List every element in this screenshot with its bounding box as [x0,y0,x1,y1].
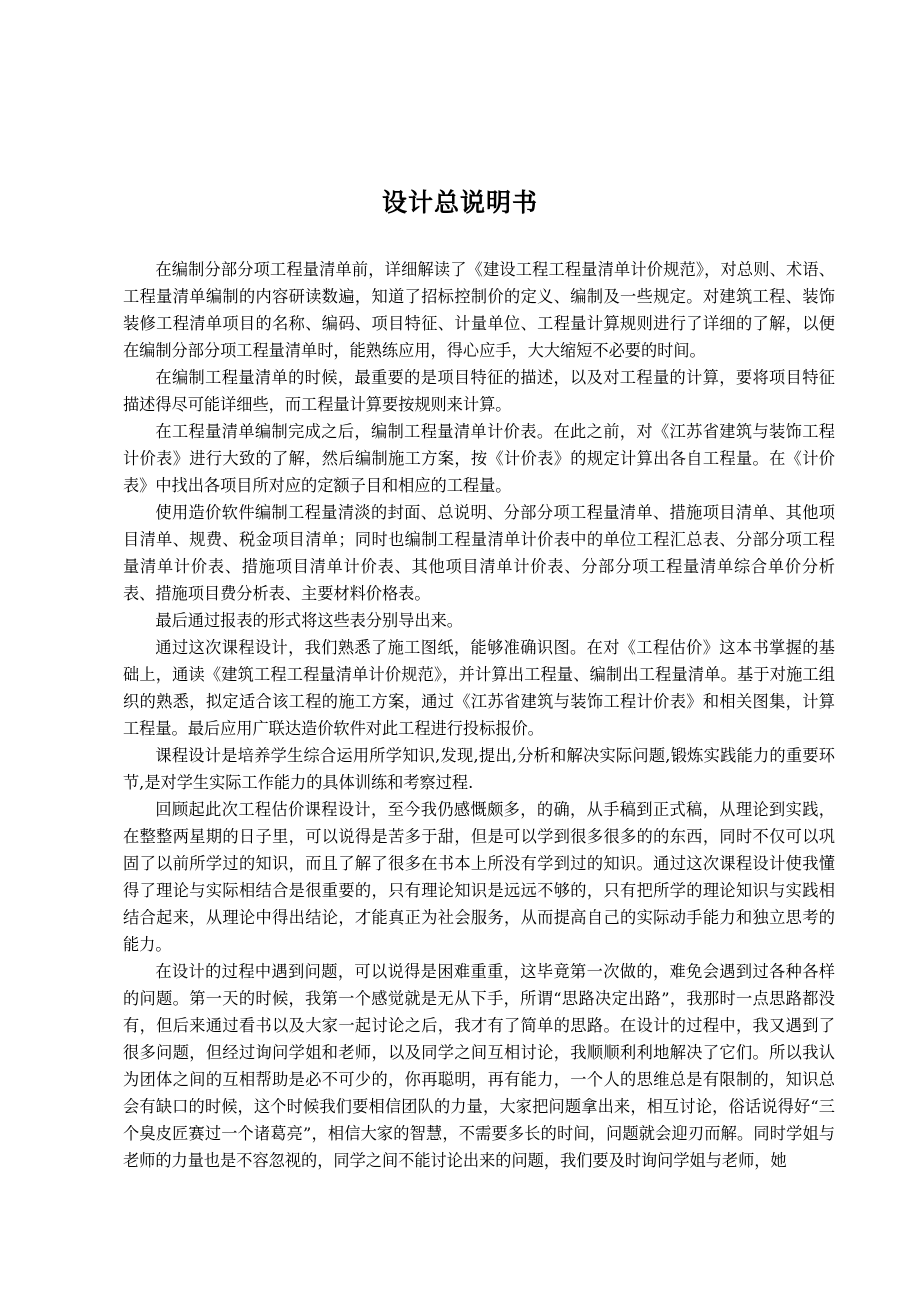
paragraph-3: 在工程量清单编制完成之后，编制工程量清单计价表。在此之前，对《江苏省建筑与装饰工程计价表》进行大致的了解，然后编制施工方案，按《计价表》的规定计算出各自工程量。在《计价表》中找出各项目所对应的定额子目和相应的工程量。 [123,422,835,495]
paragraph-9: 在设计的过程中遇到问题，可以说得是困难重重，这毕竟第一次做的，难免会遇到过各种各样的问题。第一天的时候，我第一个感觉就是无从下手，所谓“思路决定出路”，我那时一点思路都没有，但后来通过看书以及大家一起讨论之后，我才有了简单的思路。在设计的过程中，我又遇到了很多问题，但经过询问学姐和老师，以及同学之间互相讨论，我顺顺利利地解决了它们。所以我认为团体之间的互相帮助是必不可少的，你再聪明，再有能力，一个人的思维总是有限制的，知识总会有缺口的时候，这个时候我们要相信团队的力量，大家把问题拿出来，相互讨论，俗话说得好“三个臭皮匠赛过一个诸葛亮”，相信大家的智慧，不需要多长的时间，问题就会迎刃而解。同时学姐与老师的力量也是不容忽视的，同学之间不能讨论出来的问题，我们要及时询问学姐与老师，她 [123,962,835,1170]
paragraph-5: 最后通过报表的形式将这些表分别导出来。 [155,611,463,630]
paragraph-6: 通过这次课程设计，我们熟悉了施工图纸，能够准确识图。在对《工程估价》这本书掌握的基础上，通读《建筑工程工程量清单计价规范》，并计算出工程量、编制出工程量清单。基于对施工组织的熟悉，拟定适合该工程的施工方案，通过《江苏省建筑与装饰工程计价表》和相关图集，计算工程量。最后应用广联达造价软件对此工程进行投标报价。 [123,638,835,738]
paragraph-2: 在编制工程量清单的时候，最重要的是项目特征的描述，以及对工程量的计算，要将项目特征描述得尽可能详细些，而工程量计算要按规则来计算。 [123,368,835,414]
paragraph-4: 使用造价软件编制工程量清淡的封面、总说明、分部分项工程量清单、措施项目清单、其他项目清单、规费、税金项目清单；同时也编制工程量清单计价表中的单位工程汇总表、分部分项工程量清单计价表、措施项目清单计价表、其他项目清单计价表、分部分项工程量清单综合单价分析表、措施项目费分析表、主要材料价格表。 [123,503,835,603]
document-body [123,256,835,1174]
paragraph-8: 回顾起此次工程估价课程设计，至今我仍感慨颇多，的确，从手稿到正式稿，从理论到实践，在整整两星期的日子里，可以说得是苦多于甜，但是可以学到很多很多的的东西，同时不仅可以巩固了以前所学过的知识，而且了解了很多在书本上所没有学到过的知识。通过这次课程设计使我懂得了理论与实际相结合是很重要的，只有理论知识是远远不够的，只有把所学的理论知识与实践相结合起来，从理论中得出结论，才能真正为社会服务，从而提高自己的实际动手能力和独立思考的能力。 [123,800,835,954]
paragraph-1: 在编制分部分项工程量清单前，详细解读了《建设工程工程量清单计价规范》，对总则、术语、工程量清单编制的内容研读数遍，知道了招标控制价的定义、编制及一些规定。对建筑工程、装饰装修工程清单项目的名称、编码、项目特征、计量单位、工程量计算规则进行了详细的了解，以便在编制分部分项工程量清单时，能熟练应用，得心应手，大大缩短不必要的时间。 [123,260,835,360]
document-title: 设计总说明书 [381,188,538,217]
paragraph-7: 课程设计是培养学生综合运用所学知识,发现,提出,分析和解决实际问题,锻炼实践能力的重要环节,是对学生实际工作能力的具体训练和考察过程. [123,746,835,792]
